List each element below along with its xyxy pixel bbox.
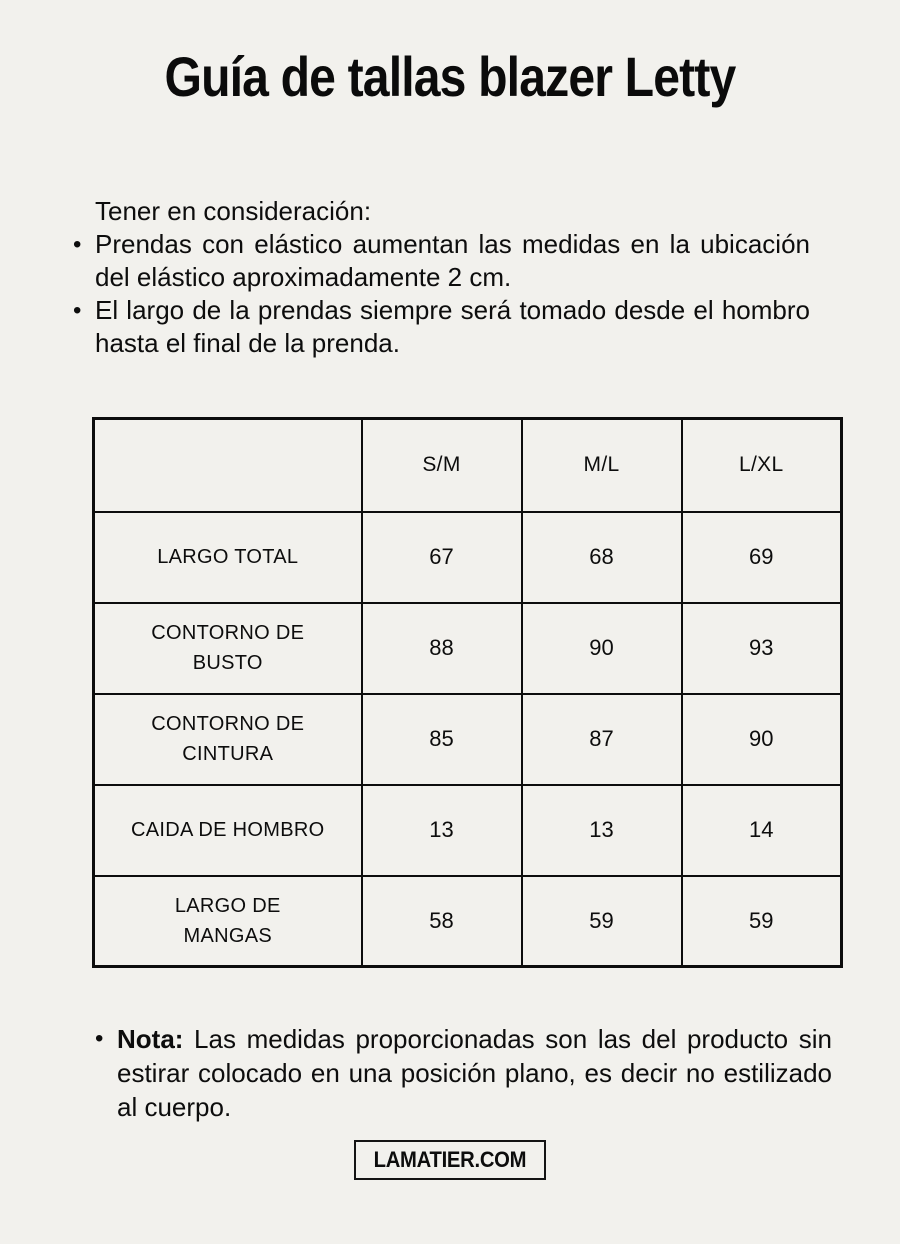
measure-value: 85 <box>362 694 522 785</box>
measure-value: 90 <box>522 603 682 694</box>
bullet-icon: • <box>95 1025 104 1052</box>
measure-label-text: CONTORNO DE BUSTO <box>151 622 305 674</box>
note-text <box>117 1022 832 1124</box>
measure-value: 13 <box>522 785 682 876</box>
measure-value: 68 <box>522 512 682 603</box>
note-label: Nota: <box>117 1024 184 1054</box>
measure-value: 93 <box>682 603 842 694</box>
measure-label-text: CONTORNO DE CINTURA <box>151 713 305 765</box>
measure-value: 90 <box>682 694 842 785</box>
measure-label <box>94 512 362 603</box>
bullet-icon: • <box>73 231 82 258</box>
consideration-text: El largo de la prendas siempre será tomado desde el hombro hasta el final de la prenda. <box>95 295 810 358</box>
size-table <box>92 417 843 968</box>
measure-value: 59 <box>682 876 842 967</box>
measure-value: 67 <box>362 512 522 603</box>
measure-value: 87 <box>522 694 682 785</box>
table-row <box>94 694 842 785</box>
brand-box <box>354 1140 546 1180</box>
corner-cell <box>94 419 362 512</box>
footer <box>0 1140 900 1180</box>
title-section <box>0 44 900 109</box>
considerations-section <box>73 195 810 360</box>
measure-label-text: LARGO TOTAL <box>157 546 299 568</box>
table-row <box>94 512 842 603</box>
measure-value: 59 <box>522 876 682 967</box>
note-section <box>95 1022 832 1124</box>
bullet-icon: • <box>73 297 82 324</box>
table-header-row <box>94 419 842 512</box>
note-body: Las medidas proporcionadas son las del producto sin estirar colocado en una posición plano, es decir no estilizado al cuerpo. <box>117 1024 832 1122</box>
table-row <box>94 785 842 876</box>
column-header-lxl: L/XL <box>682 419 842 512</box>
measure-value: 13 <box>362 785 522 876</box>
measure-value: 58 <box>362 876 522 967</box>
measure-value: 88 <box>362 603 522 694</box>
list-item <box>73 294 810 360</box>
measure-label <box>94 785 362 876</box>
considerations-heading: Tener en consideración: <box>95 196 372 226</box>
measure-value: 14 <box>682 785 842 876</box>
measure-label <box>94 603 362 694</box>
measure-label-text: CAIDA DE HOMBRO <box>131 819 325 841</box>
consideration-text: Prendas con elástico aumentan las medidas en la ubicación del elástico aproximadamente 2 cm. <box>95 229 810 292</box>
table-row <box>94 603 842 694</box>
list-item <box>73 228 810 294</box>
measure-label <box>94 694 362 785</box>
measure-label <box>94 876 362 967</box>
brand-label: LAMATIER.COM <box>373 1147 527 1172</box>
column-header-ml: M/L <box>522 419 682 512</box>
table-row <box>94 876 842 967</box>
page-title: Guía de tallas blazer Letty <box>164 45 736 108</box>
size-guide-page <box>0 44 900 1244</box>
measure-value: 69 <box>682 512 842 603</box>
column-header-sm: S/M <box>362 419 522 512</box>
measure-label-text: LARGO DE MANGAS <box>174 894 281 947</box>
